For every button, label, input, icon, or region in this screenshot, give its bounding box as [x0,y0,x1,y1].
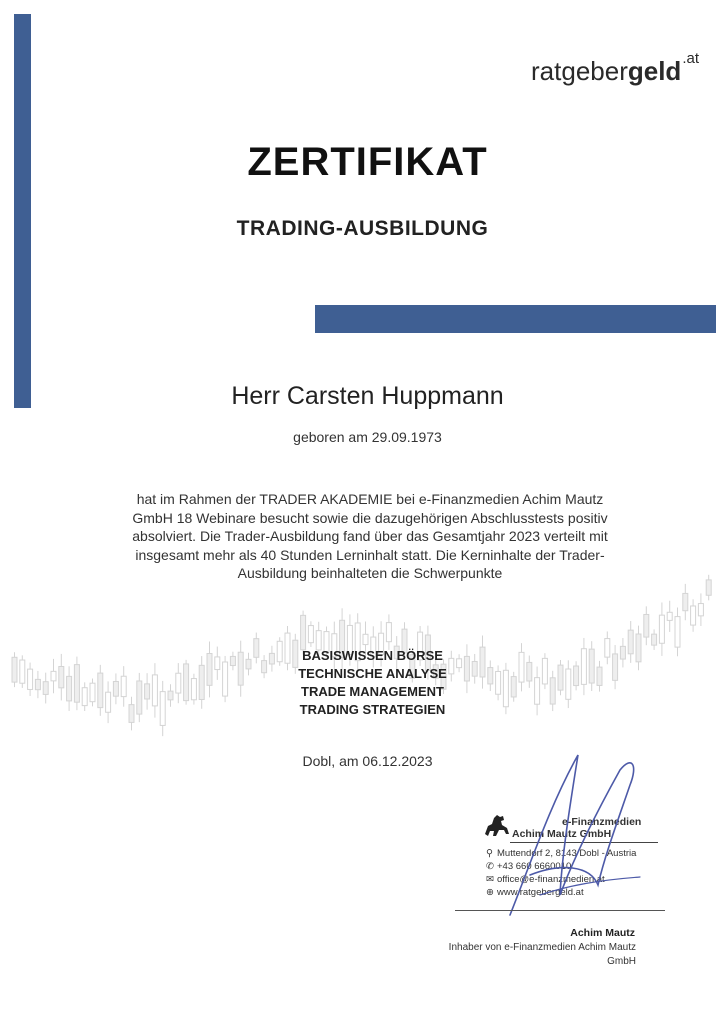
watermark-candle [386,614,391,649]
watermark-candle [698,593,703,626]
location-pin-icon: ⚲ [486,848,493,859]
globe-icon: ⊕ [486,887,494,898]
certificate-body: hat im Rahmen der TRADER AKADEMIE bei e-Finanzmedien Achim Mautz GmbH 18 Webinare besucht sowie die dazugehörigen Abschlusstests positiv absolviert. Die Trader-Ausbildung fand über das Gesamtjahr 2023 verteilt mit insgesamt mehr als 40 Stunden Lerninhalt statt. Die Kerninhalte der Trader-Ausbildung beinhalteten die Schwerpunkte [132,491,608,581]
certificate-subtitle: TRADING-AUSBILDUNG [236,217,489,240]
phone-icon: ✆ [486,861,494,872]
place-date: Dobl, am 06.12.2023 [302,753,433,769]
certificate-title: ZERTIFIKAT [247,140,488,184]
signer-title: Inhaber von e-Finanzmedien Achim Mautz GmbH [448,942,636,967]
topic-item: TRADING STRATEGIEN [299,702,446,717]
watermark-candle [691,599,696,631]
topics-list [0,647,725,719]
handwritten-signature [500,745,650,925]
signer-name: Achim Mautz [570,927,635,939]
left-accent-bar [14,14,31,408]
stamp-email-row: ✉ office@e-finanzmedien.at [486,874,605,885]
topic-item: BASISWISSEN BÖRSE [302,648,443,663]
watermark-candle [644,606,649,645]
stamp-company-name: Achim Mautz GmbH [512,828,612,840]
birth-date: geboren am 29.09.1973 [293,429,442,445]
mail-icon: ✉ [486,874,494,885]
watermark-candle [308,621,313,647]
recipient-name: Herr Carsten Huppmann [231,382,504,410]
signature-line [455,910,665,911]
stamp-phone-row: ✆ +43 660 6660010 [486,861,572,872]
accent-band [315,305,716,333]
ratgebergeld-logo: ratgebergeld$^{.at}$ [531,50,699,86]
watermark-candle [667,601,672,632]
stamp-address-row: ⚲ Muttendorf 2, 8143 Dobl - Austria [486,848,637,859]
topic-item: TECHNISCHE ANALYSE [298,666,447,681]
watermark-candle [706,575,711,601]
topic-item: TRADE MANAGEMENT [301,684,444,699]
stamp-company: e-Finanzmedien [562,816,642,828]
stamp-web-row: ⊕ www.ratgebergeld.at [486,887,584,898]
watermark-candle [683,584,688,620]
